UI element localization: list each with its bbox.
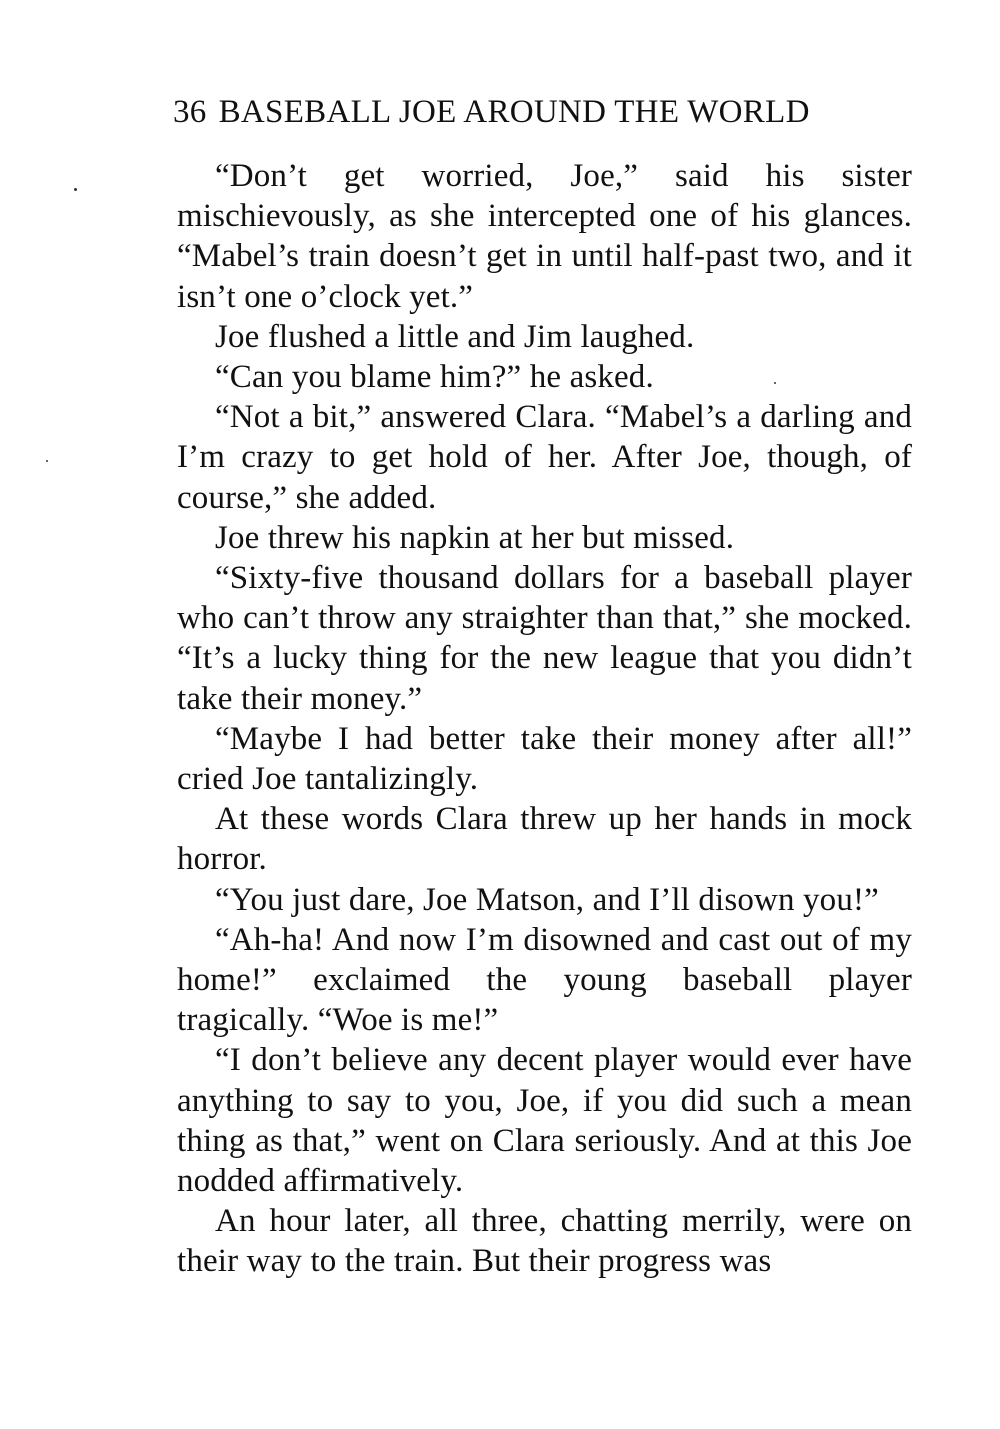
paragraph: “Don’t get worried, Joe,” said his sister mischievously, as she intercepted one of his glances. “Mabel’s train doesn’t get in until half-past two, and it isn’t one o’clock yet.”: [177, 158, 912, 315]
scan-speck: [774, 382, 776, 384]
paragraph: Joe threw his napkin at her but missed.: [215, 519, 735, 556]
paragraph: An hour later, all three, chatting merrily, were on their way to the train. But their progress was: [177, 1203, 912, 1280]
running-head: [173, 88, 913, 136]
paragraph: “Maybe I had better take their money after all!” cried Joe tantalizingly.: [177, 720, 912, 798]
paragraph: “You just dare, Joe Matson, and I’ll disown you!”: [215, 881, 879, 918]
paragraph: At these words Clara threw up her hands in mock horror.: [177, 801, 912, 878]
paragraph: “Can you blame him?” he asked.: [215, 359, 654, 396]
paragraph: “I don’t believe any decent player would ever have anything to say to you, Joe, if you did such a mean thing as that,” went on Clara seriously. And at this Joe nodded affirmatively.: [177, 1042, 912, 1200]
scan-speck: [46, 460, 48, 462]
scan-speck: [74, 188, 77, 191]
paragraph: “Sixty-five thousand dollars for a baseball player who can’t throw any straighter than that,” she mocked. “It’s a lucky thing for the new league that you didn’t take their money.”: [177, 560, 912, 717]
paragraph: “Not a bit,” answered Clara. “Mabel’s a darling and I’m crazy to get hold of her. After Joe, though, of course,” she added.: [177, 399, 912, 516]
book-title: BASEBALL JOE AROUND THE WORLD: [218, 94, 810, 130]
body-text: [177, 156, 912, 1282]
paragraph: Joe flushed a little and Jim laughed.: [215, 318, 695, 355]
paragraph: “Ah-ha! And now I’m disowned and cast out of my home!” exclaimed the young baseball player tragically. “Woe is me!”: [177, 921, 912, 1039]
page-number: 36: [173, 94, 207, 130]
